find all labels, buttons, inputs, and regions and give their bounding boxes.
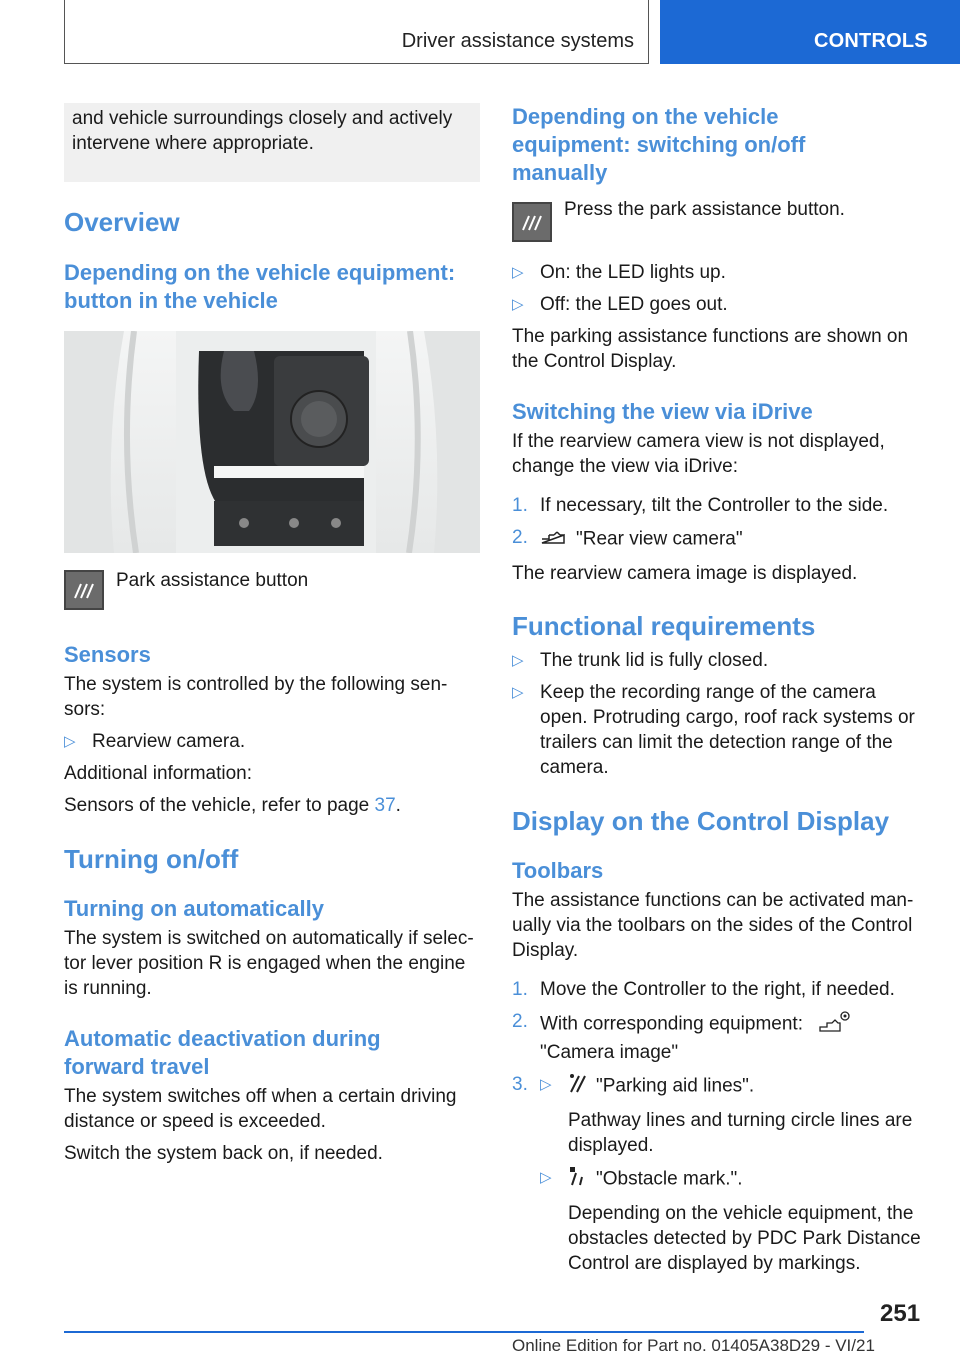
page-link[interactable]: 37 [374,795,396,816]
obstacle-mark-label: "Obstacle mark.". [596,1168,743,1190]
button-heading: Depending on the vehicle equipment: button in the vehicle [64,260,456,313]
toolbar-step-1-text: Move the Controller to the right, if needed. [540,979,895,1000]
func-heading: Functional requirements [512,611,816,641]
sensors-heading: Sensors [64,642,151,667]
triangle-bullet-icon: ▷ [512,684,524,701]
section-title: Driver assistance systems [401,30,634,52]
sensors-text: The system is controlled by the following sen-sors: [64,674,448,720]
toolbar-step-1 [512,977,932,1002]
right-column [512,103,932,1276]
tab-controls-label: CONTROLS [814,30,928,52]
triangle-bullet-icon: ▷ [64,733,76,750]
intro-box [64,103,480,182]
toolbars-heading: Toolbars [512,858,604,883]
triangle-bullet-icon: ▷ [540,1076,552,1093]
view-result: The rearview camera image is displayed. [512,563,858,584]
center-console-photo [64,331,480,553]
park-button-caption: Park assistance button [116,570,309,591]
func-item-1 [512,648,932,673]
intro-text: and vehicle surroundings closely and actively intervene where appropriate. [72,108,453,154]
camera-settings-icon [818,1009,852,1040]
func-item-2 [512,680,924,780]
shown-text: The parking assistance functions are shown on the Control Display. [512,326,909,372]
toolbars-text: The assistance functions can be activated man-ually via the toolbars on the sides of the Control Display. [512,890,914,961]
header-box [64,0,649,64]
func-item-2-text: Keep the recording range of the camera open. Protruding cargo, roof rack systems or trailers can limit the detection range of the camera. [540,682,915,778]
obstacle-mark-text: Depending on the vehicle equipment, the obstacles detected by PDC Park Distance Control are displayed by markings. [568,1203,921,1274]
step-number: 2. [512,527,528,548]
on-item-text: On: the LED lights up. [540,262,726,283]
toolbar-step-3 [512,1072,932,1276]
auto-deact-heading: Automatic deactivation during forward travel [64,1026,381,1079]
view-step-1 [512,493,932,518]
manual-heading: Depending on the vehicle equipment: switching on/off manually [512,104,806,185]
obstacle-mark-icon [568,1165,588,1194]
parking-aid-lines-label: "Parking aid lines". [596,1075,755,1097]
park-button-row [64,570,484,614]
press-row [512,199,932,246]
edition-text: Online Edition for Part no. 01405A38D29 - VI/21 [512,1336,875,1355]
func-item-1-text: The trunk lid is fully closed. [540,650,769,671]
triangle-bullet-icon: ▷ [512,652,524,669]
footer-divider [64,1331,864,1333]
page-number: 251 [880,1300,921,1327]
obstacle-mark-item [540,1165,932,1276]
view-text: If the rearview camera view is not displayed, change the view via iDrive: [512,431,885,477]
sensors-item-text: Rearview camera. [92,731,246,752]
additional-info: Additional information: [64,763,252,784]
step-number: 3. [512,1074,528,1095]
toolbar-step-2-text: With corresponding equipment: [540,1013,803,1035]
turning-heading: Turning on/off [64,844,239,874]
sensors-ref-text: Sensors of the vehicle, refer to page [64,795,370,816]
auto-on-text: The system is switched on automatically if selec-tor lever position R is engaged when the engine is running. [64,928,474,999]
off-item-text: Off: the LED goes out. [540,294,728,315]
triangle-bullet-icon: ▷ [540,1169,552,1186]
on-item [512,260,932,285]
toolbar-step-2 [512,1009,932,1065]
triangle-bullet-icon: ▷ [512,296,524,313]
park-assist-button-icon [64,570,104,610]
tab-controls[interactable] [660,0,960,64]
overview-heading: Overview [64,207,180,237]
sensors-list-item [64,729,484,754]
triangle-bullet-icon: ▷ [512,264,524,281]
left-column [64,103,484,1166]
view-step-1-text: If necessary, tilt the Controller to the side. [540,495,889,516]
parking-aid-lines-item [540,1072,932,1158]
step-number: 1. [512,979,528,1000]
switch-back-text: Switch the system back on, if needed. [64,1143,383,1164]
display-heading: Display on the Control Display [512,806,890,836]
press-text: Press the park assistance button. [564,199,845,220]
view-step-2 [512,525,932,554]
camera-icon [540,525,566,554]
toolbar-step-2-sub: "Camera image" [540,1042,679,1063]
view-heading: Switching the view via iDrive [512,399,813,424]
step-number: 2. [512,1011,528,1032]
step-number: 1. [512,495,528,516]
parking-lines-icon [568,1072,588,1101]
view-step-2-text: "Rear view camera" [576,528,743,550]
auto-deact-text: The system switches off when a certain driving distance or speed is exceeded. [64,1086,457,1132]
park-assist-button-icon [512,202,552,242]
sensors-ref: Sensors of the vehicle, refer to page 37. [64,795,401,816]
auto-on-heading: Turning on automatically [64,896,324,921]
center-console-illustration [64,331,480,553]
off-item [512,292,932,317]
parking-aid-lines-text: Pathway lines and turning circle lines are displayed. [568,1110,913,1156]
